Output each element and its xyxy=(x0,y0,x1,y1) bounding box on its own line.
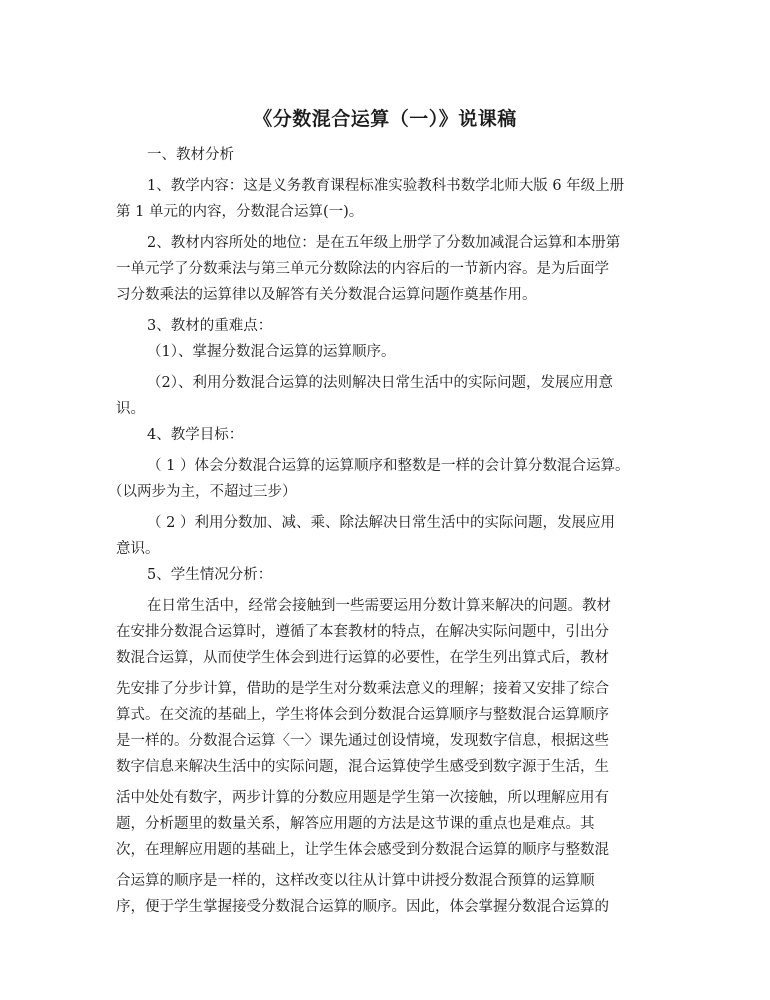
paragraph-line: 是一样的。分数混合运算〈一〉课先通过创设情境，发现数字信息，根据这些 xyxy=(116,733,609,749)
paragraph-line: 序，便于学生掌握接受分数混合运算的顺序。因此，体会掌握分数混合运算的 xyxy=(116,899,609,915)
paragraph-line: 数字信息来解决生活中的实际问题，混合运算使学生感受到数字源于生活，生 xyxy=(116,759,609,775)
paragraph-line: （以两步为主，不超过三步） xyxy=(108,484,297,500)
paragraph-line: 1、教学内容：这是义务教育课程标准实验教科书数学北师大版 6 年级上册 xyxy=(147,178,625,194)
paragraph-line: 在日常生活中，经常会接触到一些需要运用分数计算来解决的问题。教材 xyxy=(147,598,611,614)
paragraph-line: 数混合运算，从而使学生体会到进行运算的必要性，在学生列出算式后，教材 xyxy=(116,650,609,666)
paragraph-line: 一单元学了分数乘法与第三单元分数除法的内容后的一节新内容。是为后面学 xyxy=(116,261,609,277)
paragraph-line: 活中处处有数字，两步计算的分数应用题是学生第一次接触，所以理解应用有 xyxy=(116,790,609,806)
paragraph-line: 题，分析题里的数量关系，解答应用题的方法是这节课的重点也是难点。其 xyxy=(116,816,595,832)
paragraph-line: 3、教材的重难点： xyxy=(147,318,273,334)
paragraph-line: （ 2 ）利用分数加、减、乘、除法解决日常生活中的实际问题，发展应用 xyxy=(147,515,615,531)
paragraph-line: 习分数乘法的运算律以及解答有关分数混合运算问题作奠基作用。 xyxy=(116,287,537,303)
paragraph-line: 在安排分数混合运算时，遵循了本套教材的特点，在解决实际问题中，引出分 xyxy=(116,624,609,640)
paragraph-line: （2）、利用分数混合运算的法则解决日常生活中的实际问题，发展应用意 xyxy=(147,375,613,391)
paragraph-line: 5、学生情况分析： xyxy=(147,567,273,583)
paragraph-line: 4、教学目标： xyxy=(147,427,244,443)
paragraph-line: （1）、掌握分数混合运算的运算顺序。 xyxy=(147,344,396,360)
paragraph-line: 先安排了分步计算，借助的是学生对分数乘法意义的理解；接着又安排了综合 xyxy=(116,681,609,697)
document-title: 《分数混合运算（一）》说课稿 xyxy=(253,108,517,130)
section-heading: 一、教材分析 xyxy=(147,147,234,163)
paragraph-line: 合运算的顺序是一样的，这样改变以往从计算中讲授分数混合预算的运算顺 xyxy=(116,873,595,889)
paragraph-line: （ 1 ）体会分数混合运算的运算顺序和整数是一样的会计算分数混合运算。 xyxy=(147,458,630,474)
paragraph-line: 意识。 xyxy=(116,541,160,557)
paragraph-line: 次，在理解应用题的基础上，让学生体会感受到分数混合运算的顺序与整数混 xyxy=(116,842,609,858)
paragraph-line: 算式。在交流的基础上，学生将体会到分数混合运算顺序与整数混合运算顺序 xyxy=(116,707,609,723)
paragraph-line: 2、教材内容所处的地位：是在五年级上册学了分数加减混合运算和本册第 xyxy=(147,235,621,251)
paragraph-line: 第 1 单元的内容，分数混合运算(一)。 xyxy=(116,204,364,220)
paragraph-line: 识。 xyxy=(116,401,145,417)
